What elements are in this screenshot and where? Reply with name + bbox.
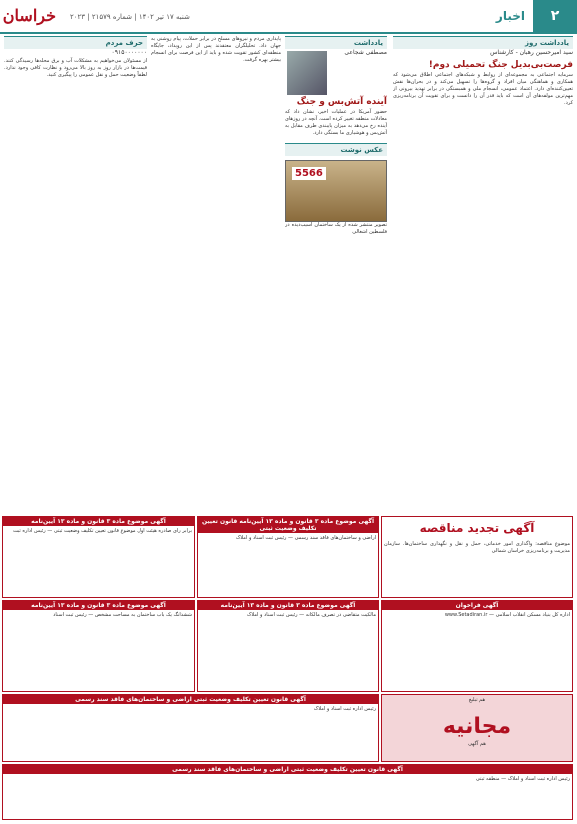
notice-text: ششدانگ یک باب ساختمان به مساحت مشخص — رئیس ثبت اسناد — [53, 612, 192, 618]
rubric-photo-caption: عکس نوشت — [285, 143, 387, 156]
photo-caption: تصویر منتشر شده از یک ساختمان آسیب‌دیده در فلسطین اشغالی — [285, 222, 387, 235]
tender-ad — [381, 516, 573, 598]
newspaper-logo: خراسان — [2, 6, 56, 25]
note-title: آینده آتش‌بس و جنگ — [296, 97, 387, 107]
call-heading: آگهی فراخوان — [382, 601, 572, 610]
news-photo — [285, 160, 387, 222]
notice-heading: آگهی قانون تعیین تکلیف وضعیت ثبتی اراضی و ساختمان‌های فاقد سند رسمی — [3, 765, 572, 774]
notice-text: مالکیت متقاضی در تصرف مالکانه — رئیس ثبت اسناد و املاک — [246, 612, 376, 618]
legal-notice-5 — [2, 694, 379, 762]
call-text: اداره کل بنیاد مسکن انقلاب اسلامی — www.Setadiran.ir — [444, 612, 570, 618]
notice-heading: آگهی موضوع ماده ۳ قانون و ماده ۱۳ آیین‌نامه قانون تعیین تکلیف وضعیت ثبتی — [198, 517, 378, 533]
legal-notice-1 — [197, 516, 379, 598]
author-photo — [287, 51, 327, 95]
rubric-note: یادداشت — [285, 36, 387, 49]
notice-heading: آگهی قانون تعیین تکلیف وضعیت ثبتی اراضی و ساختمان‌های فاقد سند رسمی — [3, 695, 378, 704]
notice-text: رئیس اداره ثبت اسناد و املاک — [313, 706, 376, 712]
author-name: مصطفی شجاعی — [344, 49, 387, 56]
note-body: حضور آمریکا در عملیات اخیر، نشان داد که معادلات منطقه تغییر کرده است. آنچه در روزهای آینده رخ می‌دهد به میزان پایبندی طرف مقابل به آتش‌بس و هوشیاری ما بستگی دارد. — [285, 109, 387, 136]
legal-notice-4 — [2, 600, 195, 692]
free-ad-promo — [381, 694, 573, 762]
free-word: مجانیه — [442, 714, 512, 739]
section-title: اخبار — [495, 9, 525, 23]
dateline: شنبه ۱۷ تیر ۱۴۰۲ | شماره ۲۱۵۷۹ | ۲۰۲۳ — [70, 13, 190, 21]
rubric-day-note: یادداشت روز — [393, 36, 573, 49]
continued-body: پایداری مردم و نیروهای مسلح در برابر حملات، پیام روشنی به جهان داد. تحلیلگران معتقدند پس از این رویداد، جایگاه منطقه‌ای کشور تقویت شده و باید از این فرصت برای انسجام بیشتر بهره گرفت. — [151, 36, 281, 63]
column-note — [285, 36, 387, 512]
classified-ads — [4, 516, 573, 820]
legal-notice-6 — [2, 764, 573, 820]
article-body: سرمایه اجتماعی به مجموعه‌ای از روابط و شبکه‌های اجتماعی اطلاق می‌شود که همکاری و هماهنگی میان افراد و گروه‌ها را تسهیل می‌کند و در بحران‌ها نقش تعیین‌کننده‌ای دارد. اعتماد عمومی، انسجام ملی و همبستگی در برابر تهدید بیرونی از مهم‌ترین مولفه‌های آن است که باید قدر آن را دانست و برای تقویت آن برنامه‌ریزی کرد. — [393, 72, 573, 106]
notice-text: رئیس اداره ثبت اسناد و املاک — منطقه ثبتی — [475, 776, 570, 782]
rubric-people: حرف مردم — [4, 36, 147, 49]
tender-text: موضوع مناقصه: واگذاری امور خدماتی، حمل و نقل و نگهداری ساختمان‌ها. سازمان مدیریت و برنامه‌ریزی خراسان شمالی — [384, 541, 570, 554]
notice-text: برابر رای صادره هیئت اول موضوع قانون تعیین تکلیف وضعیت ثبتی — رئیس اداره ثبت — [12, 528, 192, 534]
column-people-voice — [4, 36, 147, 512]
free-top: هم تبلیغ — [468, 697, 486, 703]
notice-heading: آگهی موضوع ماده ۳ قانون و ماده ۱۳ آیین‌نامه — [198, 601, 378, 610]
legal-notice-2 — [2, 516, 195, 598]
column-continued — [151, 36, 281, 512]
free-bottom: هم آگهی — [468, 741, 486, 747]
notice-heading: آگهی موضوع ماده ۳ قانون و ماده ۱۳ آیین‌نامه — [3, 601, 194, 610]
notice-heading: آگهی موضوع ماده ۳ قانون و ماده ۱۳ آیین‌نامه — [3, 517, 194, 526]
tender-call-ad — [381, 600, 573, 692]
masthead — [0, 0, 577, 34]
tender-heading: آگهی تجدید مناقصه — [419, 521, 535, 535]
sms-number: ۰۹۱۵۰۰۰۰۰۰۰ — [111, 49, 147, 56]
column-editorial — [393, 36, 573, 512]
photo-number: 5566 — [292, 167, 326, 180]
legal-notice-3 — [197, 600, 379, 692]
page-number-badge: ۲ — [533, 0, 577, 32]
notice-text: اراضی و ساختمان‌های فاقد سند رسمی — رئیس ثبت اسناد و املاک — [235, 535, 376, 541]
author-line: سید امیرحسین رهبان - کارشناس — [490, 49, 573, 56]
article-title: فرصت‌بی‌بدیل جنگ تحمیلی دوم! — [428, 60, 573, 70]
people-messages: از مسئولان می‌خواهیم به مشکلات آب و برق محله‌ها رسیدگی کنند. قیمت‌ها در بازار روز به روز بالا می‌رود و نظارت کافی وجود ندارد. لطفاً وضعیت حمل و نقل عمومی را پیگیری کنید. — [4, 58, 147, 78]
